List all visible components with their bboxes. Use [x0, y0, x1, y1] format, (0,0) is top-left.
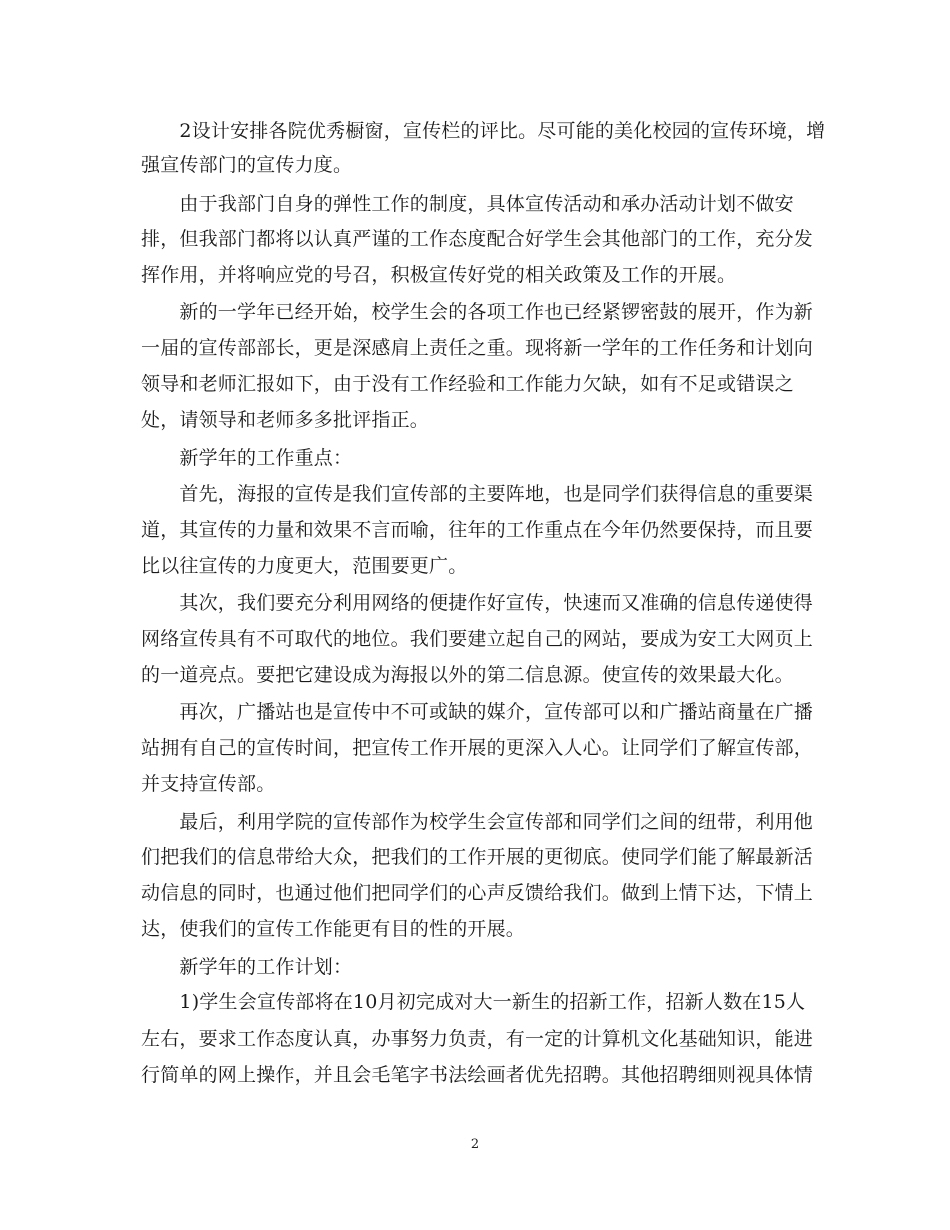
text-line: 左右，要求工作态度认真，办事努力负责，有一定的计算机文化基础知识，能进	[141, 1028, 814, 1050]
text-line: 由于我部门自身的弹性工作的制度，具体宣传活动和承办活动计划不做安	[141, 193, 794, 215]
text-line: 首先，海报的宣传是我们宣传部的主要阵地，也是同学们获得信息的重要渠	[141, 483, 814, 505]
text-line: 的一道亮点。要把它建设成为海报以外的第二信息源。使宣传的效果最大化。	[141, 664, 794, 686]
text-line: 挥作用，并将响应党的号召，积极宣传好党的相关政策及工作的开展。	[141, 264, 737, 286]
text-line: 并支持宣传部。	[141, 773, 276, 795]
text-line: 其次，我们要充分利用网络的便捷作好宣传，快速而又准确的信息传递使得	[141, 592, 814, 614]
text-line: 网络宣传具有不可取代的地位。我们要建立起自己的网站，要成为安工大网页上	[141, 628, 814, 650]
text-line: 们把我们的信息带给大众，把我们的工作开展的更彻底。使同学们能了解最新活	[141, 846, 814, 868]
text-line: 1)学生会宣传部将在10月初完成对大一新生的招新工作，招新人数在15人	[141, 991, 806, 1013]
text-line: 排，但我部门都将以认真严谨的工作态度配合好学生会其他部门的工作，充分发	[141, 228, 814, 250]
text-line: 达，使我们的宣传工作能更有目的性的开展。	[141, 918, 526, 940]
text-line: 比以往宣传的力度更大，范围要更广。	[141, 555, 468, 577]
text-line: 行简单的网上操作，并且会毛笔字书法绘画者优先招聘。其他招聘细则视具体情	[141, 1064, 814, 1086]
text-line: 强宣传部门的宣传力度。	[141, 154, 353, 176]
text-line: 领导和老师汇报如下，由于没有工作经验和工作能力欠缺，如有不足或错误之	[141, 373, 794, 395]
page-number: 2	[470, 1137, 480, 1152]
text-line: 新学年的工作计划：	[141, 956, 353, 978]
text-line: 动信息的同时，也通过他们把同学们的心声反馈给我们。做到上情下达，下情上	[141, 882, 814, 904]
text-line: 新学年的工作重点：	[141, 447, 353, 469]
text-line: 最后，利用学院的宣传部作为校学生会宣传部和同学们之间的纽带，利用他	[141, 811, 814, 833]
text-line: 道，其宣传的力量和效果不言而喻，往年的工作重点在今年仍然要保持，而且要	[141, 519, 814, 541]
text-line: 一届的宣传部部长，更是深感肩上责任之重。现将新一学年的工作任务和计划向	[141, 337, 814, 359]
text-line: 2设计安排各院优秀橱窗，宣传栏的评比。尽可能的美化校园的宣传环境，增	[141, 120, 826, 142]
text-line: 站拥有自己的宣传时间，把宣传工作开展的更深入人心。让同学们了解宣传部，	[141, 737, 814, 759]
text-line: 新的一学年已经开始，校学生会的各项工作也已经紧锣密鼓的展开，作为新	[141, 301, 814, 323]
text-line: 处，请领导和老师多多批评指正。	[141, 409, 430, 431]
text-line: 再次，广播站也是宣传中不可或缺的媒介，宣传部可以和广播站商量在广播	[141, 701, 814, 723]
